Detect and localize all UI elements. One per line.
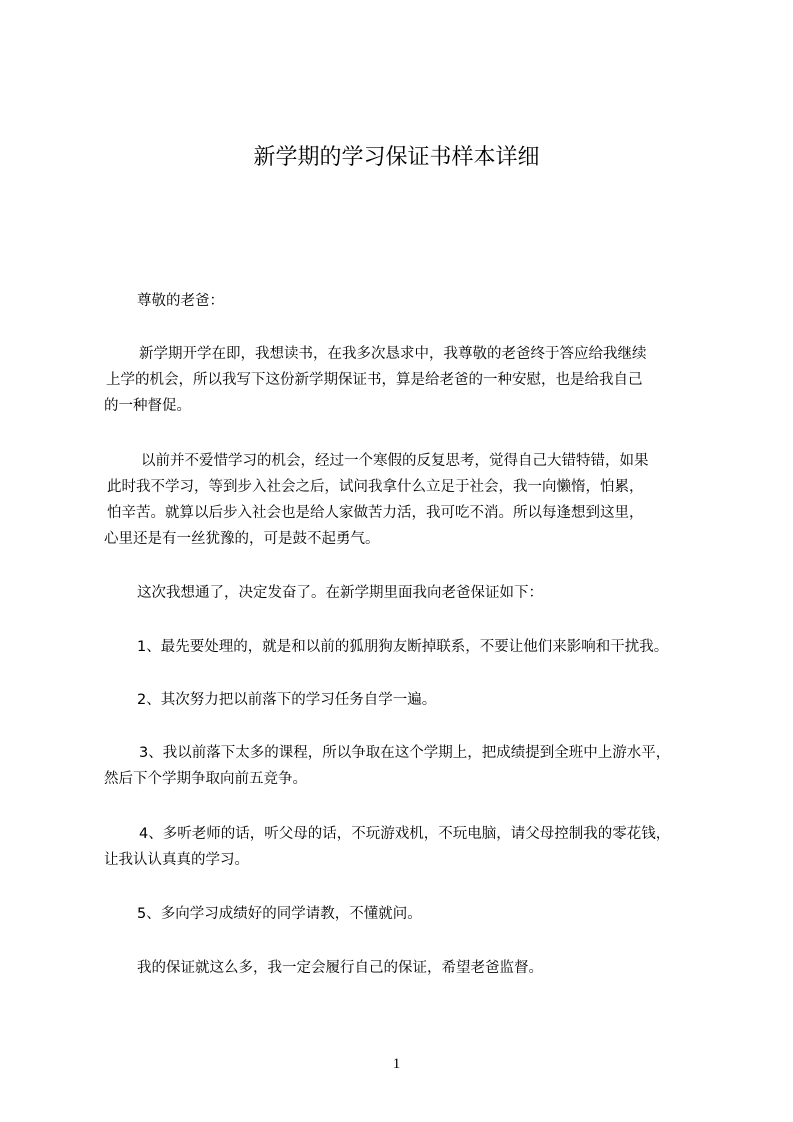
paragraph-line: 2、其次努力把以前落下的学习任务自学一遍。	[137, 692, 437, 708]
paragraph-line: 3、我以前落下太多的课程，所以争取在这个学期上，把成绩提到全班中上游水平，	[139, 745, 671, 761]
paragraph-decision	[104, 580, 716, 606]
paragraph-intro	[104, 341, 716, 419]
page-number: 1	[392, 1056, 401, 1072]
paragraph-closing	[104, 955, 716, 981]
document-title: 新学期的学习保证书样本详细	[253, 145, 540, 170]
paragraph-line: 4、多听老师的话，听父母的话，不玩游戏机，不玩电脑，请父母控制我的零花钱，	[139, 826, 671, 842]
paragraph-line: 新学期开学在即，我想读书，在我多次恳求中，我尊敬的老爸终于答应给我继续	[139, 346, 647, 362]
paragraph-line: 让我认认真真的学习。	[104, 852, 249, 868]
pledge-item-4	[104, 821, 716, 873]
paragraph-line: 我的保证就这么多，我一定会履行自己的保证，希望老爸监督。	[137, 960, 543, 976]
paragraph-line: 此时我不学习，等到步入社会之后，试问我拿什么立足于社会，我一向懒惰，怕累，	[107, 479, 644, 495]
pledge-item-1	[104, 634, 716, 660]
paragraph-line: 然后下个学期争取向前五竞争。	[104, 771, 307, 787]
paragraph-line: 上学的机会，所以我写下这份新学期保证书，算是给老爸的一种安慰，也是给我自己	[106, 372, 643, 388]
paragraph-line: 心里还是有一丝犹豫的，可是鼓不起勇气。	[104, 531, 380, 547]
pledge-item-3	[104, 740, 716, 792]
paragraph-line: 的一种督促。	[104, 398, 191, 414]
paragraph-line: 这次我想通了，决定发奋了。在新学期里面我向老爸保证如下：	[137, 585, 543, 601]
paragraph-line: 以前并不爱惜学习的机会，经过一个寒假的反复思考，觉得自己大错特错，如果	[141, 453, 649, 469]
paragraph-reflection	[104, 448, 716, 552]
paragraph-line: 5、多向学习成绩好的同学请教，不懂就问。	[137, 906, 422, 922]
greeting-line: 尊敬的老爸：	[137, 293, 224, 309]
paragraph-line: 怕辛苦。就算以后步入社会也是给人家做苦力活，我可吃不消。所以每逢想到这里，	[107, 505, 644, 521]
pledge-item-2	[104, 687, 716, 713]
pledge-item-5	[104, 901, 716, 927]
paragraph-line: 1、最先要处理的，就是和以前的狐朋狗友断掉联系，不要让他们来影响和干扰我。	[137, 639, 669, 655]
greeting	[104, 288, 716, 314]
